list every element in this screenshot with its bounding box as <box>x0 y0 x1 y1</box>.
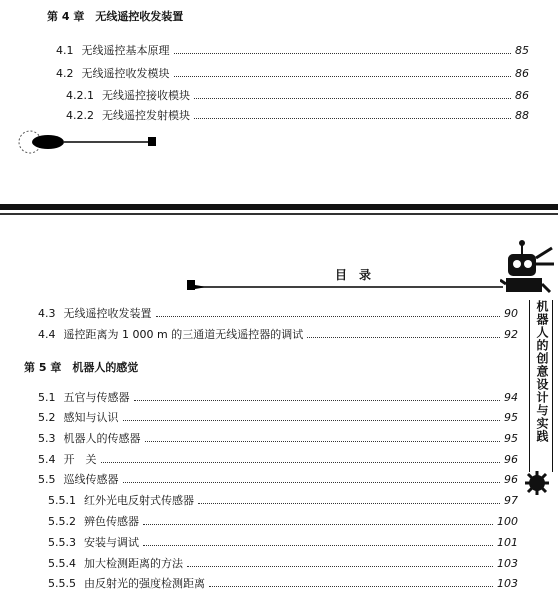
toc-title: 无线遥控基本原理 <box>81 44 170 57</box>
toc-page: 85 <box>515 43 529 57</box>
robot-icon <box>500 240 556 302</box>
page-divider-thin <box>0 213 558 215</box>
dot-leader <box>187 566 493 567</box>
toc-row-5-3[interactable] <box>38 430 518 446</box>
toc-title: 无线遥控收发装置 <box>63 307 152 320</box>
toc-page: 103 <box>497 556 518 570</box>
toc-row-4-4[interactable] <box>38 326 518 342</box>
toc-number: 5.5.2 <box>48 514 76 528</box>
dot-leader <box>145 441 501 442</box>
toc-number: 4.1 <box>56 43 74 57</box>
toc-row-5-2[interactable] <box>38 409 518 425</box>
toc-page: 96 <box>504 472 518 486</box>
toc-number: 4.3 <box>38 306 56 320</box>
toc-page: 95 <box>504 410 518 424</box>
toc-number: 5.5.3 <box>48 535 76 549</box>
toc-number: 5.5 <box>38 472 56 486</box>
toc-title: 开 关 <box>63 453 97 466</box>
dot-leader <box>209 586 493 587</box>
toc-title: 无线遥控收发模块 <box>81 67 170 80</box>
toc-number: 5.5.1 <box>48 493 76 507</box>
toc-number: 5.4 <box>38 452 56 466</box>
toc-row-5-5-1[interactable] <box>48 492 518 508</box>
toc-row-5-5-4[interactable] <box>48 555 518 571</box>
side-book-title: 机器人的创意设计与实践 <box>535 300 549 443</box>
toc-page: 86 <box>515 66 529 80</box>
toc-page: 88 <box>515 108 529 122</box>
toc-row-5-1[interactable] <box>38 389 518 405</box>
side-rule-left <box>529 300 530 472</box>
dot-leader <box>134 400 501 401</box>
toc-number: 4.4 <box>38 327 56 341</box>
toc-number: 4.2 <box>56 66 74 80</box>
dot-leader <box>123 420 501 421</box>
toc-title: 机器人的传感器 <box>63 432 141 445</box>
toc-page: 94 <box>504 390 518 404</box>
toc-row-4-2[interactable] <box>56 65 529 81</box>
toc-row-5-5-5[interactable] <box>48 575 518 591</box>
dot-leader <box>307 337 500 338</box>
dot-leader <box>174 76 512 77</box>
ornament-icon <box>14 128 164 158</box>
dot-leader <box>194 118 511 119</box>
toc-row-5-5-2[interactable] <box>48 513 518 529</box>
toc-title: 感知与认识 <box>63 411 119 424</box>
toc-title: 无线遥控发射模块 <box>102 109 190 122</box>
toc-row-4-3[interactable] <box>38 305 518 321</box>
dot-leader <box>123 482 501 483</box>
toc-number: 4.2.2 <box>66 108 94 122</box>
toc-row-4-2-2[interactable] <box>66 107 529 123</box>
dot-leader <box>174 53 512 54</box>
toc-title: 巡线传感器 <box>63 473 119 486</box>
toc-row-5-4[interactable] <box>38 451 518 467</box>
toc-page: 92 <box>504 327 518 341</box>
dot-leader <box>101 462 501 463</box>
dot-leader <box>194 98 511 99</box>
toc-page: 97 <box>504 493 518 507</box>
chapter-5-heading: 第 5 章 机器人的感觉 <box>24 361 139 374</box>
toc-title: 由反射光的强度检测距离 <box>84 577 205 590</box>
toc-page: 100 <box>497 514 518 528</box>
toc-row-5-5-3[interactable] <box>48 534 518 550</box>
dot-leader <box>143 545 493 546</box>
chapter-4-heading: 第 4 章 无线遥控收发装置 <box>47 10 184 23</box>
toc-number: 5.3 <box>38 431 56 445</box>
toc-number: 5.5.5 <box>48 576 76 590</box>
toc-number: 5.5.4 <box>48 556 76 570</box>
toc-page: 95 <box>504 431 518 445</box>
toc-number: 5.2 <box>38 410 56 424</box>
toc-row-4-2-1[interactable] <box>66 87 529 103</box>
toc-title: 红外光电反射式传感器 <box>84 494 194 507</box>
toc-row-5-5[interactable] <box>38 471 518 487</box>
header-title: 目 录 <box>335 268 372 282</box>
toc-page: 96 <box>504 452 518 466</box>
page-divider <box>0 204 558 210</box>
toc-row-4-1[interactable] <box>56 42 529 58</box>
toc-title: 无线遥控接收模块 <box>102 89 190 102</box>
dot-leader <box>143 524 493 525</box>
toc-page: 90 <box>504 306 518 320</box>
toc-title: 五官与传感器 <box>63 391 130 404</box>
gear-icon <box>524 470 550 496</box>
toc-page: 86 <box>515 88 529 102</box>
toc-page: 101 <box>497 535 518 549</box>
dot-leader <box>198 503 500 504</box>
toc-title: 加大检测距离的方法 <box>84 557 183 570</box>
toc-title: 遥控距离为 1 000 m 的三通道无线遥控器的调试 <box>63 328 304 341</box>
toc-number: 5.1 <box>38 390 56 404</box>
toc-page: 103 <box>497 576 518 590</box>
side-rule-right <box>552 300 553 472</box>
toc-title: 辨色传感器 <box>84 515 139 528</box>
dot-leader <box>156 316 501 317</box>
toc-number: 4.2.1 <box>66 88 94 102</box>
toc-title: 安装与调试 <box>84 536 139 549</box>
